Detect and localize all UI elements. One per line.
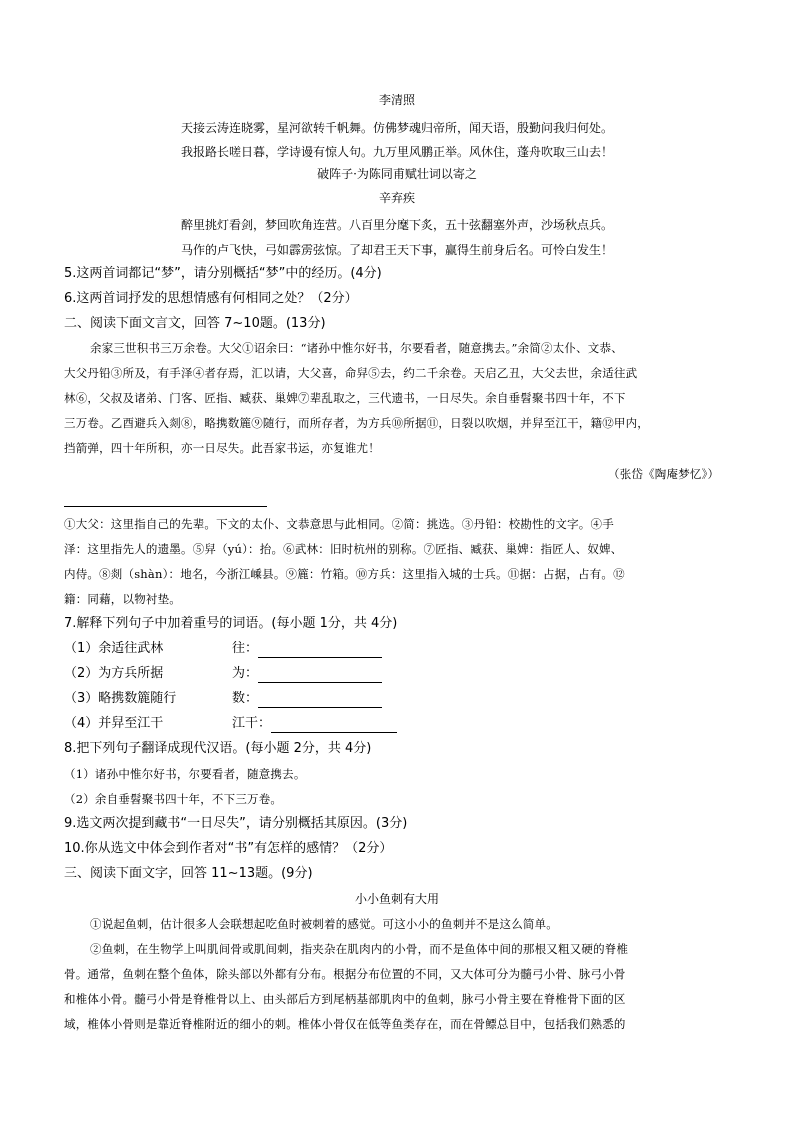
question-10: 10.你从选文中体会到作者对“书”有怎样的感情？（2分）	[64, 841, 393, 856]
question-7: 7.解释下列句子中加着重号的词语。(每小题 1分，共 4分)	[64, 616, 398, 631]
q7-item-3-sentence: （3）略携数簏随行	[64, 691, 177, 706]
article-line-4: 和椎体小骨。髓弓小骨是脊椎骨以上、由头部后方到尾柄基部肌肉中的鱼刺，脉弓小骨主要在脊椎骨下面的区	[64, 992, 626, 1006]
q8-item-2: （2）余自垂髫聚书四十年，不下三万卷。	[64, 792, 283, 806]
q7-item-4-answer	[232, 715, 397, 733]
wenyan-line-1: 余家三世积书三万余卷。大父①诏余曰：“诸孙中惟尔好书，尔要看者，随意携去。”余简②太仆、文恭、	[90, 341, 623, 355]
footnote-line-4: 籍：同藉，以物衬垫。	[64, 592, 181, 606]
q7-item-2-blank[interactable]	[258, 668, 382, 683]
q7-item-4-word: 江干：	[232, 716, 272, 731]
q7-item-1-answer	[232, 640, 382, 658]
wenyan-line-4: 三万卷。乙酉避兵入剡⑧，略携数簏⑨随行，而所存者，为方兵⑩所据⑪，日裂以吹烟，并舁至江干，籍⑫甲内，	[64, 416, 649, 430]
section-3-heading: 三、阅读下面文字，回答 11~13题。(9分)	[64, 866, 313, 881]
question-9: 9.选文两次提到藏书“一日尽失”，请分别概括其原因。(3分)	[64, 816, 408, 831]
footnote-line-1: ①大父：这里指自己的先辈。下文的太仆、文恭意思与此相同。②简：挑选。③丹铅：校勘性的文字。④手	[64, 517, 614, 531]
question-8: 8.把下列句子翻译成现代汉语。(每小题 2分，共 4分)	[64, 741, 372, 756]
q8-item-1: （1）诸孙中惟尔好书，尔要看者，随意携去。	[64, 767, 306, 781]
q7-item-1-blank[interactable]	[258, 643, 382, 658]
wenyan-source: （张岱《陶庵梦忆》）	[608, 467, 720, 481]
section-2-heading: 二、阅读下面文言文，回答 7~10题。(13分)	[64, 316, 326, 331]
wenyan-line-3: 林⑥，父叔及诸弟、门客、匠指、臧获、巢婢⑦辈乱取之，三代遗书，一日尽失。余自垂髫聚书四十年，不下	[64, 391, 626, 405]
article-line-2: ②鱼刺，在生物学上叫肌间骨或肌间刺，指夹杂在肌肉内的小骨，而不是鱼体中间的那根又粗又硬的脊椎	[90, 942, 629, 956]
q7-item-1-word: 往：	[232, 641, 259, 656]
article-title: 小小鱼刺有大用	[354, 892, 439, 906]
poem2-line-2: 马作的卢飞快，弓如霹雳弦惊。了却君王天下事，赢得生前身后名。可怜白发生！	[180, 243, 613, 257]
q7-item-2-sentence: （2）为方兵所据	[64, 666, 164, 681]
q7-item-2-word: 为：	[232, 666, 259, 681]
wenyan-line-2: 大父丹铅③所及，有手泽④者存焉，汇以请，大父喜，命舁⑤去，约二千余卷。天启乙丑，大父去世，余适往武	[64, 366, 638, 380]
footnote-line-3: 内侍。⑧剡（shàn）：地名，今浙江嵊县。⑨簏：竹箱。⑩方兵：这里指入城的士兵。⑪据：占据，占有。⑫	[64, 567, 625, 581]
q7-item-4-sentence: （4）并舁至江干	[64, 716, 164, 731]
q7-item-3-blank[interactable]	[258, 693, 382, 708]
question-6: 6.这两首词抒发的思想情感有何相同之处？（2分）	[64, 291, 358, 306]
q7-item-3-answer	[232, 690, 382, 708]
poem1-line-2: 我报路长嗟日暮，学诗谩有惊人句。九万里风鹏正举。风休住，蓬舟吹取三山去！	[180, 145, 613, 159]
q7-item-4-blank[interactable]	[271, 718, 397, 733]
question-5: 5.这两首词都记“梦”，请分别概括“梦”中的经历。(4分)	[64, 266, 382, 281]
q7-item-2-answer	[232, 665, 382, 683]
poem1-author: 李清照	[378, 93, 415, 107]
poem2-author: 辛弃疾	[378, 191, 415, 205]
footnote-divider	[64, 506, 267, 507]
poem1-line-1: 天接云涛连晓雾，星河欲转千帆舞。仿佛梦魂归帝所，闻天语，殷勤问我归何处。	[180, 121, 613, 135]
poem2-title: 破阵子·为陈同甫赋壮词以寄之	[317, 167, 477, 181]
poem2-line-1: 醉里挑灯看剑，梦回吹角连营。八百里分麾下炙，五十弦翻塞外声，沙场秋点兵。	[180, 218, 613, 232]
q7-item-1-sentence: （1）余适往武林	[64, 641, 164, 656]
article-line-5: 域，椎体小骨则是靠近脊椎附近的细小的刺。椎体小骨仅在低等鱼类存在，而在骨鳔总目中，包括我们熟悉的	[64, 1017, 626, 1031]
article-line-1: ①说起鱼刺，估计很多人会联想起吃鱼时被刺着的感觉。可这小小的鱼刺并不是这么简单。	[90, 917, 558, 931]
wenyan-line-5: 挡箭弹，四十年所积，亦一日尽失。此吾家书运，亦复谁尤！	[64, 441, 380, 455]
q7-item-3-word: 数：	[232, 691, 259, 706]
article-line-3: 骨。通常，鱼刺在整个鱼体，除头部以外都有分布。根据分布位置的不同，又大体可分为髓弓小骨、脉弓小骨	[64, 967, 626, 981]
footnote-line-2: 泽：这里指先人的遗墨。⑤舁（yú）：抬。⑥武林：旧时杭州的别称。⑦匠指、臧获、巢婢：指匠人、奴婢、	[64, 542, 623, 556]
